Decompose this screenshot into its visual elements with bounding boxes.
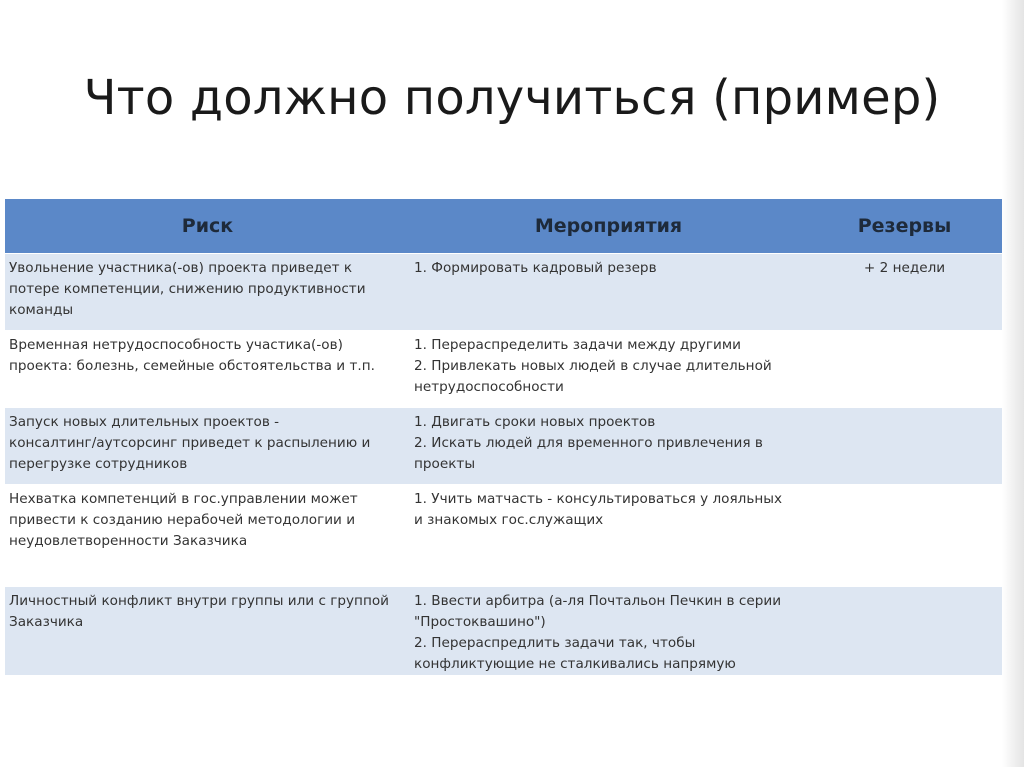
risk-line: команды xyxy=(9,302,74,318)
risk-line: Личностный конфликт внутри группы или с группой xyxy=(9,593,389,609)
measure-line: и знакомых гос.служащих xyxy=(414,512,604,528)
measure-line: 1. Перераспределить задачи между другими xyxy=(414,337,741,353)
measure-line: конфликтующие не сталкивались напрямую xyxy=(414,656,736,672)
risk-cell xyxy=(5,408,410,485)
risk-line: консалтинг/аутсорсинг приведет к распылению и xyxy=(9,435,371,451)
risk-line: Заказчика xyxy=(9,614,84,630)
risk-line: Запуск новых длительных проектов - xyxy=(9,414,280,430)
measure-line: 2. Перераспредлить задачи так, чтобы xyxy=(414,635,696,651)
reserve-cell xyxy=(807,408,1002,485)
table-row xyxy=(5,408,1002,485)
risk-table xyxy=(5,199,1002,675)
risk-line: перегрузке сотрудников xyxy=(9,456,188,472)
table-row xyxy=(5,254,1002,331)
risk-line: Временная нетрудоспособность участика(-ов) xyxy=(9,337,343,353)
measures-cell xyxy=(410,254,807,331)
measure-line: 2. Привлекать новых людей в случае длительной xyxy=(414,358,772,374)
risk-line: проекта: болезнь, семейные обстоятельства и т.п. xyxy=(9,358,375,374)
risk-line: Увольнение участника(-ов) проекта приведет к xyxy=(9,260,353,276)
risk-cell xyxy=(5,254,410,331)
header-reserves: Резервы xyxy=(807,199,1002,254)
table-row xyxy=(5,587,1002,676)
measure-line: 2. Искать людей для временного привлечения в xyxy=(414,435,763,451)
reserve-cell: + 2 недели xyxy=(807,254,1002,331)
risk-line: привести к созданию нерабочей методологии и xyxy=(9,512,356,528)
risk-cell xyxy=(5,587,410,676)
measures-cell xyxy=(410,587,807,676)
measure-line: 1. Двигать сроки новых проектов xyxy=(414,414,656,430)
measure-line: нетрудоспособности xyxy=(414,379,564,395)
measure-line: 1. Формировать кадровый резерв xyxy=(414,260,657,276)
reserve-cell xyxy=(807,331,1002,408)
table-row xyxy=(5,331,1002,408)
header-measures: Мероприятия xyxy=(410,199,807,254)
measure-line: 1. Ввести арбитра (а-ля Почтальон Печкин в серии xyxy=(414,593,782,609)
slide-title: Что должно получиться (пример) xyxy=(83,70,941,126)
measures-cell xyxy=(410,408,807,485)
reserve-cell xyxy=(807,485,1002,587)
measure-line: проекты xyxy=(414,456,476,472)
header-risk: Риск xyxy=(5,199,410,254)
measures-cell xyxy=(410,485,807,587)
table-header-row xyxy=(5,199,1002,254)
reserve-cell xyxy=(807,587,1002,676)
risk-line: Нехватка компетенций в гос.управлении может xyxy=(9,491,358,507)
risk-line: потере компетенции, снижению продуктивности xyxy=(9,281,366,297)
measure-line: 1. Учить матчасть - консультироваться у лояльных xyxy=(414,491,783,507)
measures-cell xyxy=(410,331,807,408)
risk-line: неудовлетворенности Заказчика xyxy=(9,533,248,549)
risk-cell xyxy=(5,485,410,587)
measure-line: "Простоквашино") xyxy=(414,614,546,630)
table-row xyxy=(5,485,1002,587)
risk-cell xyxy=(5,331,410,408)
